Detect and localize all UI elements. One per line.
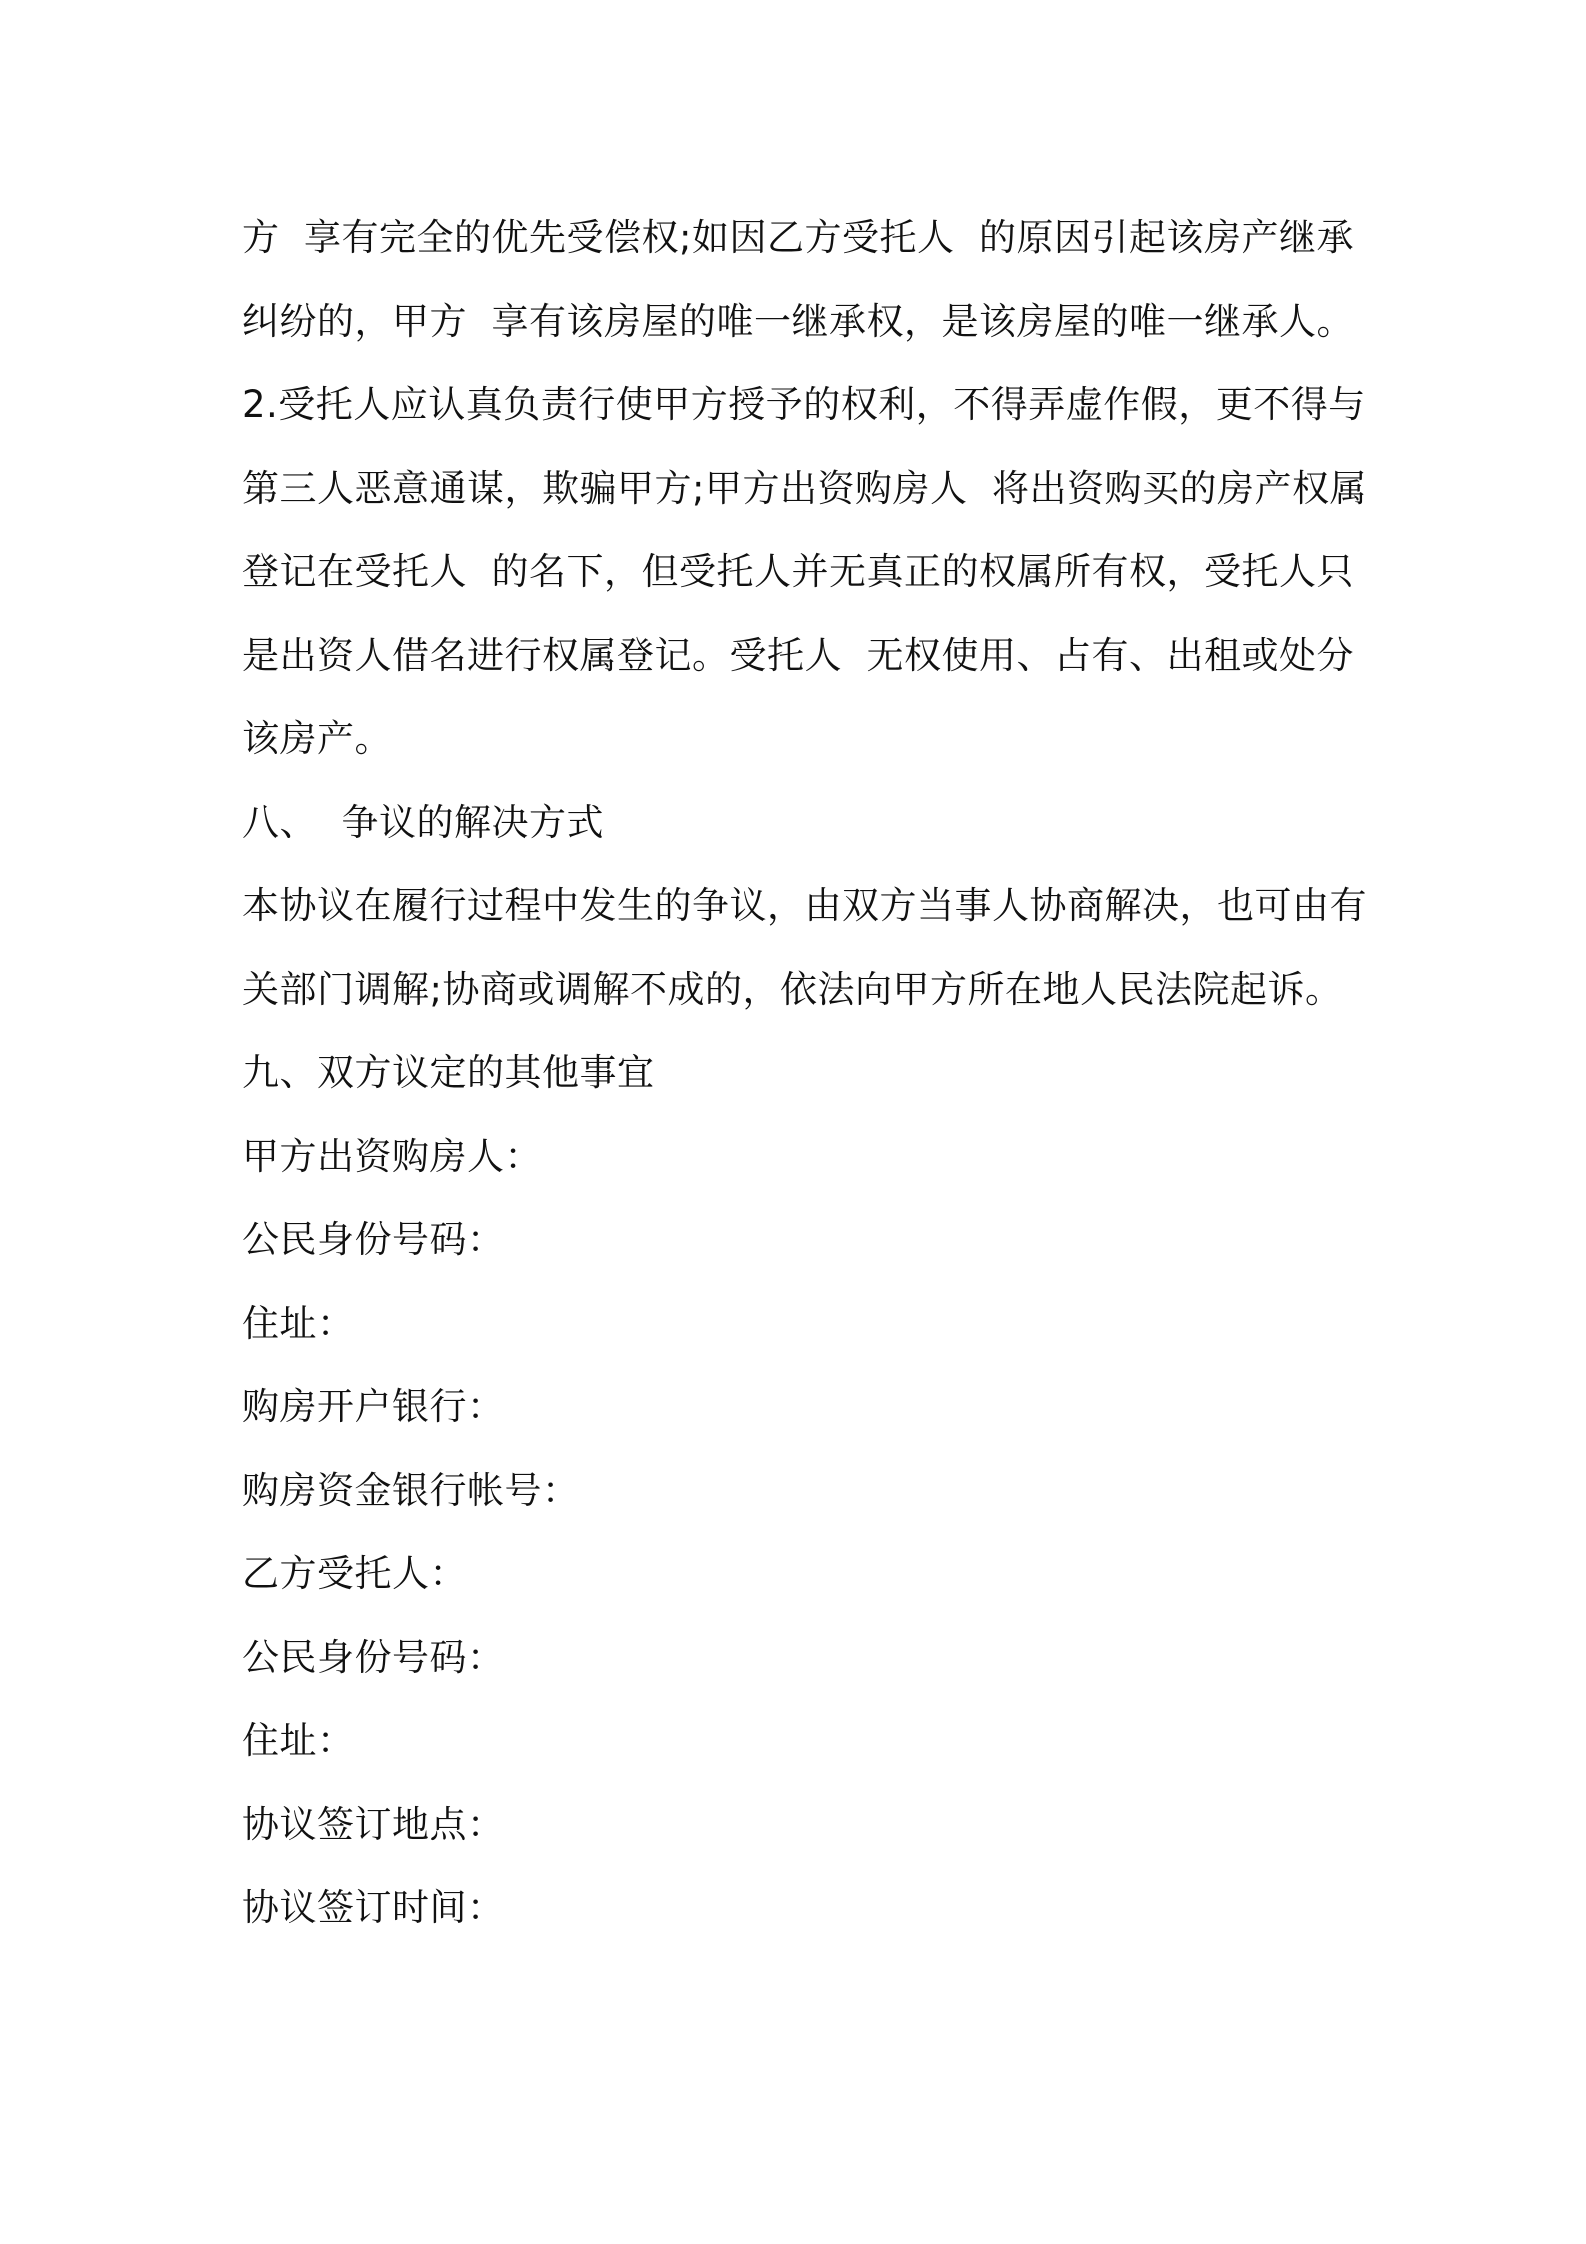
party-a-address-label: 住址： — [242, 1301, 355, 1345]
clause-7-item-2-line-5: 该房产。 — [242, 717, 392, 760]
clause-7-item-2-line-1: 2.受托人应认真负责行使甲方授予的权利，不得弄虚作假，更不得与 — [242, 383, 1366, 426]
signing-place-label: 协议签订地点： — [242, 1802, 505, 1846]
party-a-name-label: 甲方出资购房人： — [242, 1134, 542, 1178]
section-8-text-line-1: 本协议在履行过程中发生的争议，由双方当事人协商解决，也可由有 — [242, 884, 1367, 927]
signing-time-label: 协议签订时间： — [242, 1886, 505, 1929]
section-8-heading: 八、 争议的解决方式 — [242, 800, 605, 844]
section-8-text-line-2: 关部门调解;协商或调解不成的，依法向甲方所在地人民法院起诉。 — [242, 967, 1343, 1011]
clause-7-item-2-line-3: 登记在受托人 的名下，但受托人并无真正的权属所有权，受托人只 — [242, 550, 1355, 593]
clause-7-item-2-line-2: 第三人恶意通谋，欺骗甲方;甲方出资购房人 将出资购买的房产权属 — [242, 466, 1367, 510]
party-a-account-label: 购房资金银行帐号： — [242, 1468, 580, 1512]
party-b-name-label: 乙方受托人： — [242, 1552, 467, 1595]
document-body — [242, 196, 1367, 1950]
party-a-bank-label: 购房开户银行： — [242, 1385, 505, 1428]
section-9-heading: 九、双方议定的其他事宜 — [242, 1051, 655, 1094]
clause-7-text-line-2: 纠纷的，甲方 享有该房屋的唯一继承权，是该房屋的唯一继承人。 — [242, 299, 1355, 343]
party-a-id-label: 公民身份号码： — [242, 1218, 505, 1261]
party-b-id-label: 公民身份号码： — [242, 1635, 505, 1679]
party-b-address-label: 住址： — [242, 1719, 355, 1762]
clause-7-text-line-1: 方 享有完全的优先受偿权;如因乙方受托人 的原因引起该房产继承 — [242, 216, 1355, 259]
clause-7-item-2-line-4: 是出资人借名进行权属登记。受托人 无权使用、占有、出租或处分 — [242, 633, 1355, 677]
